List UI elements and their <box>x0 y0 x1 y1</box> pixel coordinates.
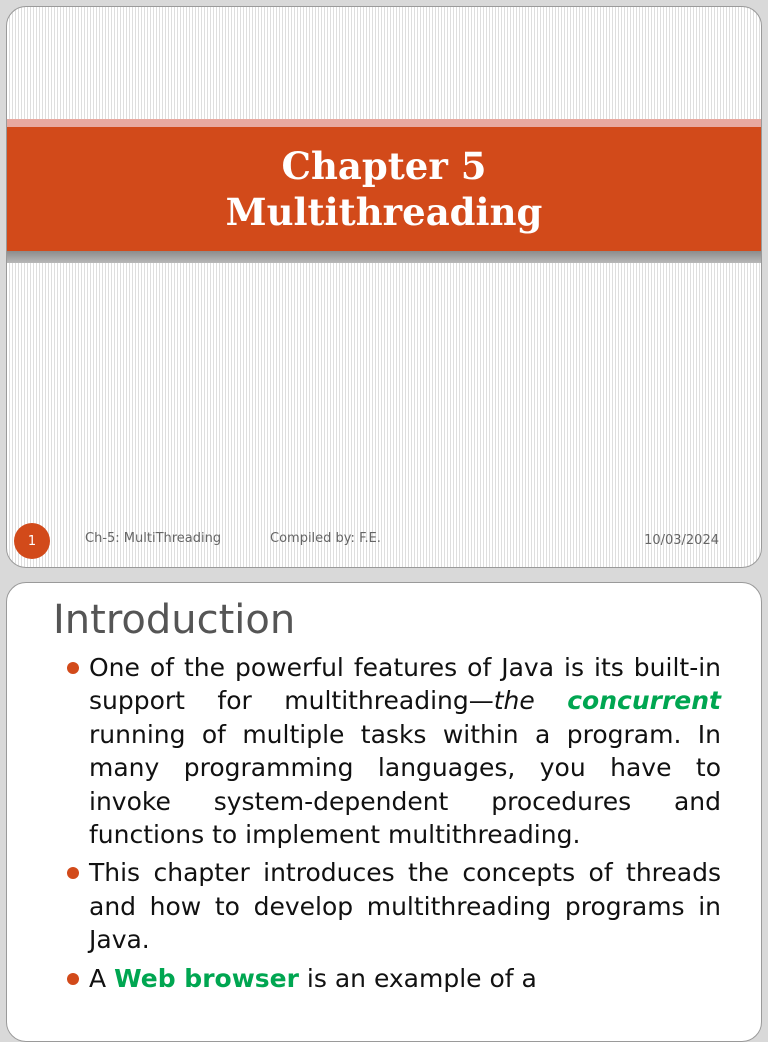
bullet-text-continued: is an example of a <box>298 963 537 993</box>
highlight-term-web-browser: Web browser <box>114 963 299 993</box>
bullet-icon <box>67 662 79 674</box>
slide-title-line2: Multithreading <box>225 190 543 234</box>
list-item <box>67 962 721 995</box>
bullet-italic-text: the <box>493 686 568 716</box>
bullet-text: This chapter introduces the concepts of threads and how to develop multithreading programs in Java. <box>89 858 721 955</box>
bullet-icon <box>67 973 79 985</box>
footer-date: 10/03/2024 <box>644 533 719 548</box>
bullet-icon <box>67 867 79 879</box>
title-band <box>7 127 761 251</box>
footer-compiled-by: Compiled by: F.E. <box>270 531 381 546</box>
list-item <box>67 856 721 956</box>
bullet-list <box>67 651 721 1000</box>
page-number-badge: 1 <box>14 523 50 559</box>
bullet-text: A <box>89 963 115 993</box>
highlight-term-concurrent: concurrent <box>567 686 722 716</box>
title-band-shadow <box>7 251 761 263</box>
introduction-slide <box>6 582 762 1042</box>
footer-chapter: Ch-5: MultiThreading <box>85 531 222 546</box>
list-item <box>67 651 721 851</box>
title-slide <box>6 6 762 568</box>
slide-title-line1: Chapter 5 <box>281 144 487 188</box>
bullet-text: One of the powerful features of Java is its built-in support for multithreading— <box>89 653 721 716</box>
slide-heading: Introduction <box>53 597 296 643</box>
title-band-accent <box>7 119 761 127</box>
bullet-text-continued: running of multiple tasks within a program. In many programming languages, you have to invoke system-dependent procedures and functions to implement multithreading. <box>89 719 721 850</box>
